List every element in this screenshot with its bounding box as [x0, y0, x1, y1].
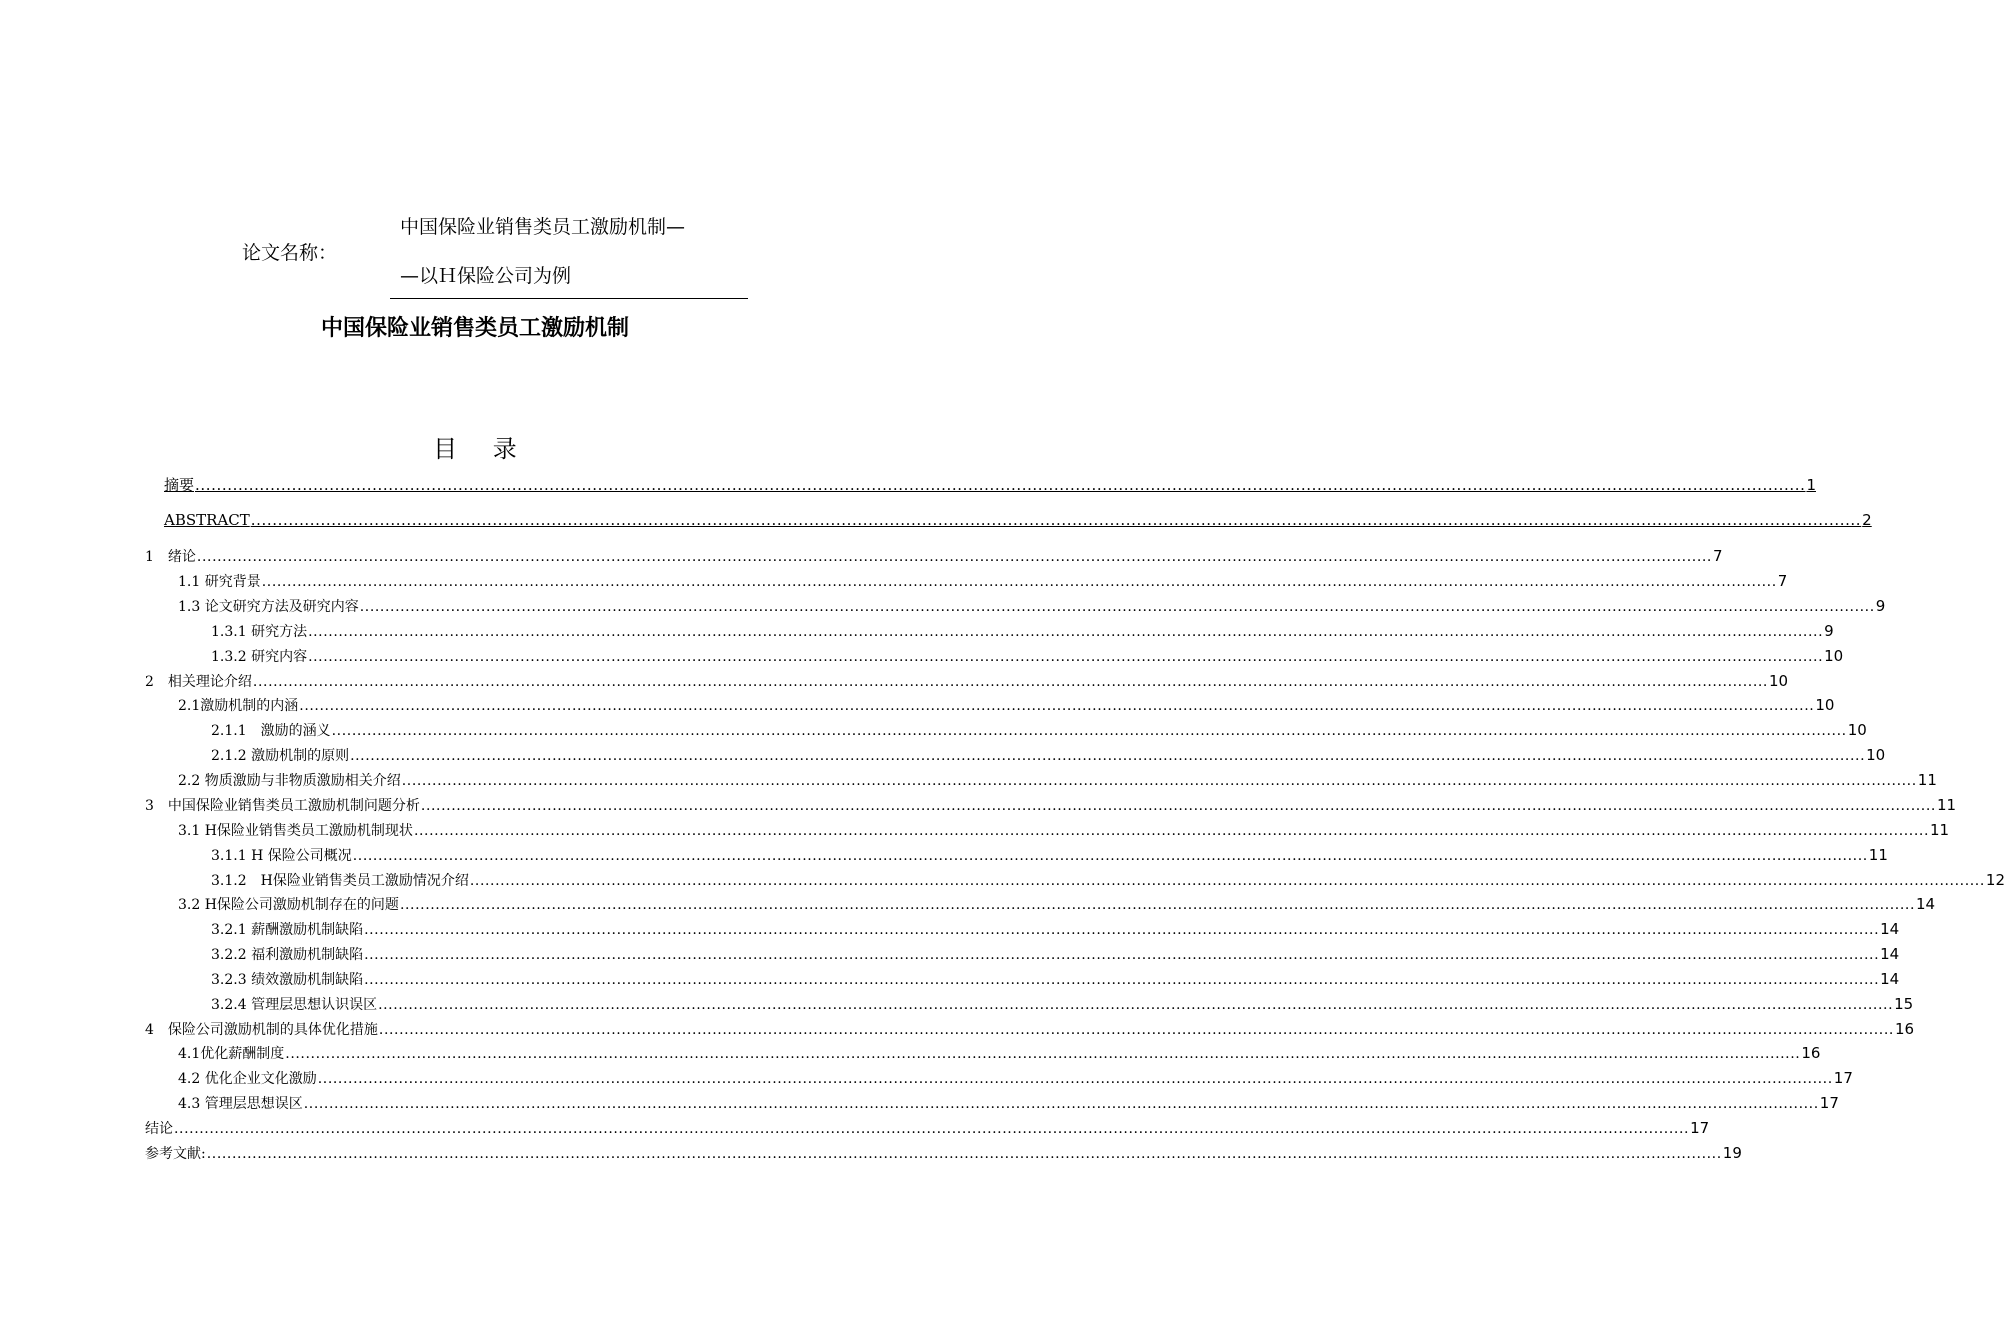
- title-underline: [390, 298, 748, 299]
- toc-entry-label: 3.2.3 绩效激励机制缺陷: [211, 972, 364, 988]
- toc-dot-leader: ............................................................................................................................................................................................................................................................................................................: [299, 698, 1815, 714]
- toc-entry[interactable]: [211, 744, 1886, 766]
- toc-entry-page: 14: [1880, 920, 1900, 938]
- toc-entry[interactable]: [178, 769, 1937, 791]
- toc-entry[interactable]: [145, 545, 1723, 567]
- toc-dot-leader: ............................................................................................................................................................................................................................................................................................................: [350, 748, 1866, 764]
- toc-entry-label: 1 绪论: [145, 549, 196, 565]
- toc-dot-leader: ............................................................................................................................................................................................................................................................................................................: [317, 1071, 1833, 1087]
- toc-entry-label: 3.1.1 H 保险公司概况: [211, 848, 352, 864]
- toc-entry-label: 1.3.1 研究方法: [211, 624, 308, 640]
- toc-dot-leader: ............................................................................................................................................................................................................................................................................................................: [285, 1046, 1801, 1062]
- toc-dot-leader: ............................................................................................................................................................................................................................................................................................................: [359, 599, 1875, 615]
- thesis-title-line-1: 中国保险业销售类员工激励机制—: [400, 216, 686, 238]
- toc-dot-leader: ............................................................................................................................................................................................................................................................................................................: [308, 624, 1824, 640]
- toc-entry-page: 10: [1824, 647, 1844, 665]
- toc-entry-label: 3.2.1 薪酬激励机制缺陷: [211, 922, 364, 938]
- toc-dot-leader: ............................................................................................................................................................................................................................................................................................................: [352, 848, 1868, 864]
- toc-entry-label: 3.2.4 管理层思想认识误区: [211, 997, 378, 1013]
- toc-entry-label: 4.1优化薪酬制度: [178, 1046, 285, 1062]
- toc-entry-label: 4.3 管理层思想误区: [178, 1096, 303, 1112]
- toc-entry[interactable]: [211, 943, 1900, 965]
- toc-entry-label: 结论: [145, 1121, 173, 1137]
- toc-dot-leader: ............................................................................................................................................................................................................................................................................................................: [174, 1121, 1690, 1137]
- thesis-title-line-2: —以Ｈ保险公司为例: [400, 265, 572, 287]
- toc-entry[interactable]: [211, 993, 1914, 1015]
- toc-entry[interactable]: [178, 1042, 1821, 1064]
- toc-entry[interactable]: [178, 1067, 1853, 1089]
- toc-dot-leader: ............................................................................................................................................................................................................................................................................................................: [401, 773, 1917, 789]
- toc-entry[interactable]: [211, 620, 1834, 642]
- toc-entry-label: 2.1激励机制的内涵: [178, 698, 299, 714]
- toc-entry[interactable]: [178, 694, 1835, 716]
- toc-entry-label: 4 保险公司激励机制的具体优化措施: [145, 1022, 378, 1038]
- toc-entry-label: 2 相关理论介绍: [145, 674, 252, 690]
- toc-entry[interactable]: [145, 794, 1957, 816]
- toc-entry-label: 3.2 H保险公司激励机制存在的问题: [178, 897, 399, 913]
- toc-entry-label: 摘要: [164, 476, 195, 494]
- toc-entry-label: 3 中国保险业销售类员工激励机制问题分析: [145, 798, 420, 814]
- toc-entry-page: 7: [1777, 572, 1788, 590]
- toc-dot-leader: ............................................................................................................................................................................................................................................................................................................: [196, 549, 1712, 565]
- toc-entry[interactable]: [178, 819, 1950, 841]
- toc-dot-leader: ............................................................................................................................................................................................................................................................................................................: [399, 897, 1915, 913]
- toc-entry[interactable]: [211, 645, 1844, 667]
- toc-entry-label: 1.3 论文研究方法及研究内容: [178, 599, 359, 615]
- toc-dot-leader: ............................................................................................................................................................................................................................................................................................................: [469, 873, 1985, 889]
- toc-dot-leader: ............................................................................................................................................................................................................................................................................................................: [206, 1146, 1722, 1162]
- toc-entry-page: 14: [1880, 970, 1900, 988]
- toc-entry[interactable]: [211, 918, 1900, 940]
- toc-entry[interactable]: [164, 509, 1872, 531]
- toc-entry-label: 1.3.2 研究内容: [211, 649, 308, 665]
- toc-entry-page: 12: [1985, 871, 2005, 889]
- toc-entry-page: 10: [1847, 721, 1867, 739]
- toc-entry[interactable]: [145, 1117, 1710, 1139]
- toc-dot-leader: ............................................................................................................................................................................................................................................................................................................: [303, 1096, 1819, 1112]
- toc-entry-label: 3.2.2 福利激励机制缺陷: [211, 947, 364, 963]
- toc-dot-leader: ............................................................................................................................................................................................................................................................................................................: [331, 723, 1847, 739]
- toc-entry-page: 7: [1712, 547, 1723, 565]
- toc-dot-leader: ............................................................................................................................................................................................................................................................................................................: [378, 997, 1894, 1013]
- toc-entry-label: 3.1 H保险业销售类员工激励机制现状: [178, 823, 413, 839]
- toc-dot-leader: ............................................................................................................................................................................................................................................................................................................: [364, 947, 1880, 963]
- toc-entry[interactable]: [211, 869, 2005, 891]
- toc-entry[interactable]: [178, 1092, 1839, 1114]
- toc-entry-page: 17: [1819, 1094, 1839, 1112]
- toc-dot-leader: ............................................................................................................................................................................................................................................................................................................: [364, 922, 1880, 938]
- toc-entry[interactable]: [145, 1018, 1915, 1040]
- toc-dot-leader: ............................................................................................................................................................................................................................................................................................................: [195, 476, 1806, 494]
- toc-heading: 目 录: [433, 435, 531, 463]
- toc-entry-page: 16: [1894, 1020, 1915, 1038]
- toc-entry-label: 2.1.1 激励的涵义: [211, 723, 331, 739]
- toc-entry-page: 11: [1930, 821, 1950, 839]
- toc-entry-page: 11: [1936, 796, 1957, 814]
- toc-entry[interactable]: [145, 670, 1789, 692]
- toc-entry-page: 17: [1690, 1119, 1710, 1137]
- toc-entry-page: 1: [1806, 476, 1816, 494]
- toc-entry[interactable]: [211, 968, 1900, 990]
- toc-entry-page: 10: [1768, 672, 1789, 690]
- toc-entry[interactable]: [178, 893, 1936, 915]
- toc-dot-leader: ............................................................................................................................................................................................................................................................................................................: [420, 798, 1936, 814]
- toc-dot-leader: ............................................................................................................................................................................................................................................................................................................: [378, 1022, 1894, 1038]
- toc-entry[interactable]: [145, 1142, 1742, 1164]
- toc-entry-label: 2.1.2 激励机制的原则: [211, 748, 350, 764]
- toc-entry[interactable]: [211, 844, 1888, 866]
- toc-entry-label: 2.2 物质激励与非物质激励相关介绍: [178, 773, 401, 789]
- toc-dot-leader: ............................................................................................................................................................................................................................................................................................................: [308, 649, 1824, 665]
- thesis-name-label: 论文名称：: [242, 242, 338, 264]
- toc-dot-leader: ............................................................................................................................................................................................................................................................................................................: [364, 972, 1880, 988]
- toc-entry-page: 11: [1868, 846, 1888, 864]
- toc-entry-page: 17: [1833, 1069, 1853, 1087]
- toc-entry[interactable]: [178, 570, 1788, 592]
- toc-entry-page: 9: [1824, 622, 1834, 640]
- toc-entry-page: 10: [1815, 696, 1835, 714]
- toc-entry-label: 1.1 研究背景: [178, 574, 261, 590]
- toc-dot-leader: ............................................................................................................................................................................................................................................................................................................: [252, 674, 1768, 690]
- toc-entry-label: 参考文献:: [145, 1146, 206, 1162]
- toc-entry-page: 16: [1801, 1044, 1821, 1062]
- toc-dot-leader: ............................................................................................................................................................................................................................................................................................................: [413, 823, 1929, 839]
- toc-entry-page: 11: [1917, 771, 1937, 789]
- toc-entry-page: 14: [1916, 895, 1936, 913]
- toc-entry-page: 2: [1862, 511, 1872, 529]
- toc-entry[interactable]: [164, 474, 1816, 496]
- toc-entry-page: 15: [1894, 995, 1914, 1013]
- toc-entry-page: 14: [1880, 945, 1900, 963]
- toc-entry[interactable]: [178, 595, 1886, 617]
- toc-dot-leader: ............................................................................................................................................................................................................................................................................................................: [250, 511, 1862, 529]
- toc-entry[interactable]: [211, 719, 1867, 741]
- toc-entry-label: 4.2 优化企业文化激励: [178, 1071, 317, 1087]
- toc-entry-label: 3.1.2 H保险业销售类员工激励情况介绍: [211, 873, 469, 889]
- toc-entry-label: ABSTRACT: [164, 511, 250, 529]
- toc-dot-leader: ............................................................................................................................................................................................................................................................................................................: [261, 574, 1777, 590]
- toc-entry-page: 10: [1866, 746, 1886, 764]
- toc-entry-page: 9: [1875, 597, 1886, 615]
- toc-entry-page: 19: [1722, 1144, 1742, 1162]
- main-title: 中国保险业销售类员工激励机制: [320, 316, 629, 341]
